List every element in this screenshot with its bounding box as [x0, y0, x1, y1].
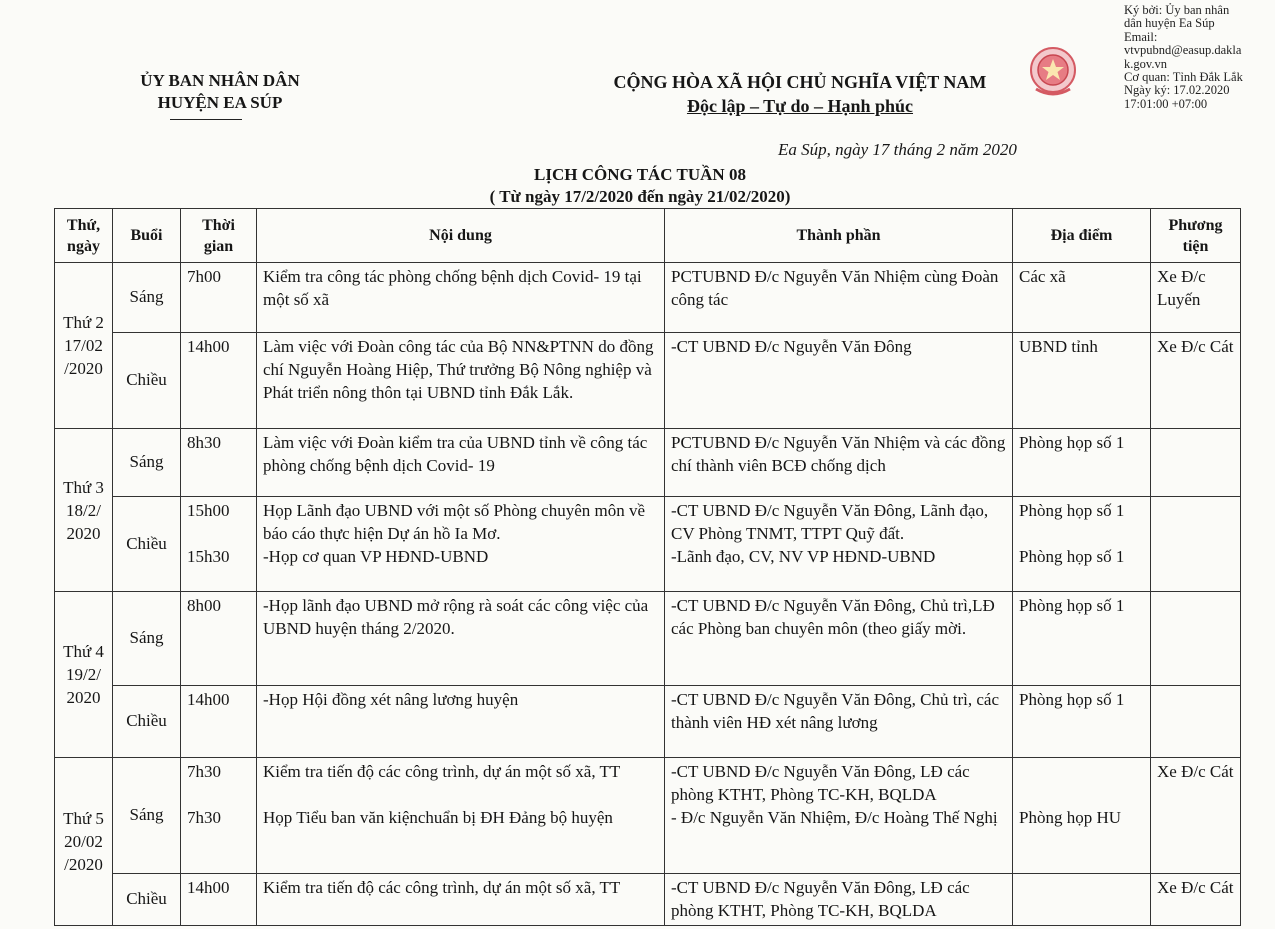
col-header-session: Buổi [113, 209, 181, 263]
vehicle-cell [1151, 686, 1241, 758]
signature-line: Ngày ký: 17.02.2020 [1124, 83, 1230, 98]
table-row [55, 874, 1241, 926]
agency-line-1: ỦY BAN NHÂN DÂN [140, 71, 300, 90]
content-cell: Kiểm tra tiến độ các công trình, dự án một số xã, TT [257, 874, 665, 926]
table-row [55, 758, 1241, 874]
state-emblem-icon [1028, 43, 1078, 105]
time-cell: 7h00 [181, 263, 257, 333]
signature-line: 17:01:00 +07:00 [1124, 96, 1208, 111]
location-cell: UBND tỉnh [1013, 333, 1151, 429]
session-cell: Chiều [113, 874, 181, 926]
members-cell: PCTUBND Đ/c Nguyễn Văn Nhiệm cùng Đoàn công tác [665, 263, 1013, 333]
time-value: 15h00 [187, 501, 230, 520]
col-header-time: Thời gian [181, 209, 257, 263]
content-cell: -Họp Hội đồng xét nâng lương huyện [257, 686, 665, 758]
table-row [55, 592, 1241, 686]
location-cell: Các xã [1013, 263, 1151, 333]
location-cell: Phòng họp số 1 [1013, 592, 1151, 686]
national-header [580, 70, 1020, 118]
schedule-title: LỊCH CÔNG TÁC TUẦN 08 [534, 165, 746, 184]
members-cell [665, 497, 1013, 592]
time-cell: 8h30 [181, 429, 257, 497]
signature-line: Cơ quan: Tỉnh Đắk Lắk [1124, 70, 1243, 85]
session-cell: Sáng [113, 758, 181, 874]
session-cell: Sáng [113, 429, 181, 497]
content-cell: Làm việc với Đoàn kiểm tra của UBND tỉnh về công tác phòng chống bệnh dịch Covid- 19 [257, 429, 665, 497]
vehicle-cell: Xe Đ/c Cát [1151, 333, 1241, 429]
members-item: -CT UBND Đ/c Nguyễn Văn Đông, Lãnh đạo, CV Phòng TNMT, TTPT Quỹ đất. [671, 501, 989, 543]
content-item: -Họp cơ quan VP HĐND-UBND [263, 547, 489, 566]
location-cell [1013, 874, 1151, 926]
content-cell [257, 497, 665, 592]
table-row [55, 686, 1241, 758]
agency-header [105, 70, 335, 114]
signature-line: Email: [1124, 29, 1158, 44]
location-cell: Phòng họp số 1 [1013, 429, 1151, 497]
time-cell: 14h00 [181, 333, 257, 429]
digital-signature-block [1124, 4, 1274, 111]
table-header-row [55, 209, 1241, 263]
time-cell [181, 497, 257, 592]
members-item: - Đ/c Nguyễn Văn Nhiệm, Đ/c Hoàng Thế Nghị [671, 808, 998, 827]
col-header-members: Thành phần [665, 209, 1013, 263]
day-cell: Thứ 5 20/02 /2020 [55, 758, 113, 926]
session-cell: Sáng [113, 263, 181, 333]
time-value: 7h30 [187, 762, 221, 781]
session-cell: Chiều [113, 497, 181, 592]
signature-line: Ký bởi: Ủy ban nhân [1124, 3, 1230, 17]
day-cell: Thứ 3 18/2/ 2020 [55, 429, 113, 592]
content-item: Họp Tiểu ban văn kiệnchuẩn bị ĐH Đảng bộ huyện [263, 808, 613, 827]
time-value: 7h30 [187, 808, 221, 827]
time-value: 15h30 [187, 547, 230, 566]
signature-line: dân huyện Ea Súp [1124, 16, 1215, 31]
table-row [55, 333, 1241, 429]
members-cell: PCTUBND Đ/c Nguyễn Văn Nhiệm và các đồng chí thành viên BCĐ chống dịch [665, 429, 1013, 497]
members-cell [665, 758, 1013, 874]
schedule-range: ( Từ ngày 17/2/2020 đến ngày 21/02/2020) [489, 187, 791, 206]
col-header-location: Địa điểm [1013, 209, 1151, 263]
members-cell: -CT UBND Đ/c Nguyễn Văn Đông, Chủ trì, các thành viên HĐ xét nâng lương [665, 686, 1013, 758]
content-cell: -Họp lãnh đạo UBND mở rộng rà soát các công việc của UBND huyện tháng 2/2020. [257, 592, 665, 686]
members-item: -Lãnh đạo, CV, NV VP HĐND-UBND [671, 547, 936, 566]
content-item: Họp Lãnh đạo UBND với một số Phòng chuyên môn về báo cáo thực hiện Dự án hồ Ia Mơ. [263, 501, 646, 543]
time-cell: 14h00 [181, 686, 257, 758]
time-cell [181, 758, 257, 874]
location-cell [1013, 758, 1151, 874]
document-date: Ea Súp, ngày 17 tháng 2 năm 2020 [778, 140, 1017, 159]
table-row [55, 497, 1241, 592]
content-item: Kiểm tra tiến độ các công trình, dự án một số xã, TT [263, 762, 621, 781]
table-row [55, 263, 1241, 333]
members-cell: -CT UBND Đ/c Nguyễn Văn Đông, Chủ trì,LĐ các Phòng ban chuyên môn (theo giấy mời. [665, 592, 1013, 686]
col-header-vehicle: Phương tiện [1151, 209, 1241, 263]
vehicle-cell [1151, 429, 1241, 497]
signature-line: k.gov.vn [1124, 56, 1167, 71]
session-cell: Chiều [113, 333, 181, 429]
vehicle-cell: Xe Đ/c Cát [1151, 758, 1241, 874]
location-cell [1013, 497, 1151, 592]
col-header-day: Thứ, ngày [55, 209, 113, 263]
members-cell: -CT UBND Đ/c Nguyễn Văn Đông [665, 333, 1013, 429]
time-cell: 8h00 [181, 592, 257, 686]
national-title: CỘNG HÒA XÃ HỘI CHỦ NGHĨA VIỆT NAM [613, 72, 987, 92]
schedule-table [54, 208, 1241, 926]
agency-line-2: HUYỆN EA SÚP [157, 93, 283, 112]
session-cell: Sáng [113, 592, 181, 686]
vehicle-cell: Xe Đ/c Cát [1151, 874, 1241, 926]
table-row [55, 429, 1241, 497]
vehicle-cell [1151, 497, 1241, 592]
content-cell [257, 758, 665, 874]
session-cell: Chiều [113, 686, 181, 758]
day-cell: Thứ 2 17/02 /2020 [55, 263, 113, 429]
location-item: Phòng họp số 1 [1019, 501, 1125, 520]
signature-line: vtvpubnd@easup.dakla [1124, 43, 1242, 58]
agency-underline [170, 119, 242, 120]
location-item: Phòng họp số 1 [1019, 547, 1125, 566]
vehicle-cell [1151, 592, 1241, 686]
time-cell: 14h00 [181, 874, 257, 926]
location-cell: Phòng họp số 1 [1013, 686, 1151, 758]
location-item: Phòng họp HU [1019, 808, 1122, 827]
vehicle-cell: Xe Đ/c Luyến [1151, 263, 1241, 333]
content-cell: Kiểm tra công tác phòng chống bệnh dịch Covid- 19 tại một số xã [257, 263, 665, 333]
day-cell: Thứ 4 19/2/ 2020 [55, 592, 113, 758]
members-cell: -CT UBND Đ/c Nguyễn Văn Đông, LĐ các phòng KTHT, Phòng TC-KH, BQLDA [665, 874, 1013, 926]
document-title [380, 164, 900, 208]
col-header-content: Nội dung [257, 209, 665, 263]
content-cell: Làm việc với Đoàn công tác của Bộ NN&PTNN do đồng chí Nguyễn Hoàng Hiệp, Thứ trưởng Bộ Nông nghiệp và Phát triển nông thôn tại UBND tỉnh Đắk Lắk. [257, 333, 665, 429]
national-motto: Độc lập – Tự do – Hạnh phúc [686, 96, 914, 116]
members-item: -CT UBND Đ/c Nguyễn Văn Đông, LĐ các phòng KTHT, Phòng TC-KH, BQLDA [671, 762, 970, 804]
